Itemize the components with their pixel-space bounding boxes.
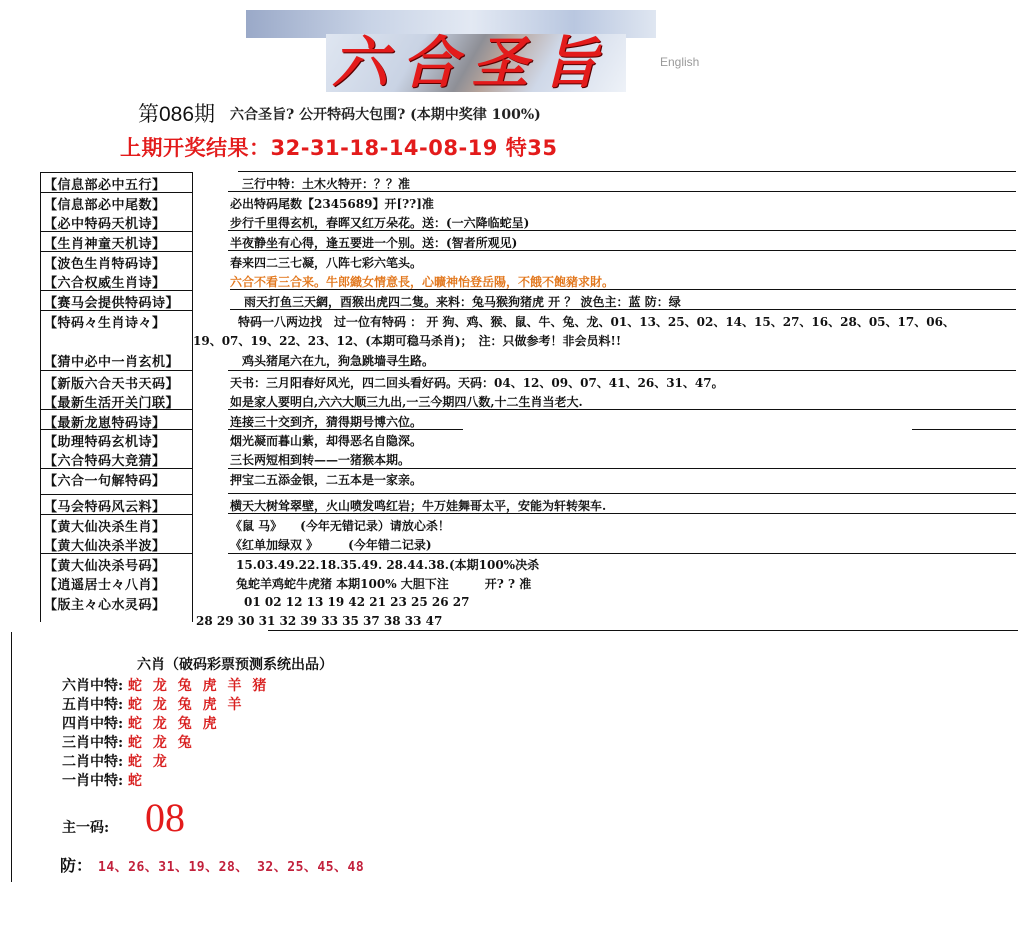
row-value-highlight: 六合不看三合来。牛郎織女情意長，心曠神怡登岳陽，不餓不飽豬求財。 [230, 275, 615, 289]
zodiac-value: 蛇 [128, 773, 146, 789]
zodiac-row [62, 751, 170, 771]
zodiac-key: 六肖中特: [62, 678, 124, 694]
zodiac-value: 蛇 龙 [128, 754, 170, 770]
zodiac-row [62, 713, 220, 733]
divider [40, 370, 192, 371]
divider [40, 494, 192, 495]
row-value: 连接三十交到齐，猜得期号博六位。 [230, 415, 423, 429]
row-label: 【最新龙崽特码诗】 [44, 416, 166, 431]
zodiac-key: 二肖中特: [62, 754, 124, 770]
row-value: 15.03.49.22.18.35.49. 28.44.38.(本期100%决杀 [236, 558, 540, 572]
zodiac-row [62, 770, 145, 790]
row-label: 【黄大仙决杀号码】 [44, 559, 166, 574]
six-zodiac-title: 六肖（破码彩票预测系统出品） [137, 657, 333, 673]
row-label: 【六合特码大竞猜】 [44, 454, 166, 469]
divider [268, 630, 1018, 631]
zodiac-value: 蛇 龙 兔 虎 羊 [128, 697, 245, 713]
zodiac-key: 四肖中特: [62, 716, 124, 732]
row-label: 【特码々生肖诗々】 [44, 316, 166, 331]
banner [246, 10, 656, 92]
divider [238, 171, 1016, 172]
row-value: 特码一八两边找 过一位有特码 ： 开 狗、鸡、猴、鼠、牛、兔、龙、01、13、25、02、14、15、27、16、28、05、17、06、 [238, 315, 955, 329]
issue-number: 第086期 [138, 103, 216, 126]
zodiac-key: 三肖中特: [62, 735, 124, 751]
row-label: 【黄大仙决杀半波】 [44, 539, 166, 554]
row-value: 押宝二五添金银，二五本是一家亲。 [230, 473, 423, 487]
row-label: 【信息部必中五行】 [44, 178, 166, 193]
row-value: 横天大树耸翠壁，火山喷发鸣红岩；牛万娃舞哥太平，安能为轩转架车. [230, 499, 607, 513]
last-result: 上期开奖结果：32-31-18-14-08-19 特35 [120, 136, 558, 160]
row-value: 必出特码尾数【2345689】开[??]准 [230, 197, 434, 211]
row-label: 【生肖神童天机诗】 [44, 237, 166, 252]
zodiac-key: 一肖中特: [62, 773, 124, 789]
row-label: 【版主々心水灵码】 [44, 598, 166, 613]
row-value: 01 02 12 13 19 42 21 23 25 26 27 [244, 595, 470, 609]
english-link[interactable]: English [660, 55, 700, 69]
row-label: 【马会特码风云料】 [44, 500, 166, 515]
banner-title: 六合圣旨 [332, 30, 612, 92]
row-value: 兔蛇羊鸡蛇牛虎猪 本期100% 大胆下注 开? ? 准 [236, 577, 532, 591]
row-label: 【信息部必中尾数】 [44, 198, 166, 213]
row-label: 【新版六合天书天码】 [44, 377, 180, 392]
row-value: 雨天打鱼三天網，酉猴出虎四二隻。来料：兔马猴狗猪虎 开 ？ 波色主：蓝 防：绿 [244, 295, 681, 309]
row-value: 《鼠 马》 (今年无错记录）请放心杀！ [230, 519, 450, 533]
row-label: 【波色生肖特码诗】 [44, 257, 166, 272]
row-label: 【必中特码天机诗】 [44, 217, 166, 232]
row-label: 【最新生活开关门联】 [44, 396, 180, 411]
divider [228, 493, 1016, 494]
divider [228, 553, 1016, 554]
row-label: 【逍遥居士々八肖】 [44, 578, 166, 593]
row-label: 【六合权威生肖诗】 [44, 276, 166, 291]
main-number: 08 [145, 795, 185, 840]
main-number-label: 主一码: [62, 820, 110, 836]
fang-label: 防： [60, 856, 93, 875]
row-value: 如是家人要明白,六六大顺三九出,一三今期四八数,十二生肖当老大. [230, 395, 583, 409]
row-value: 天书：三月阳春好风光，四二回头看好码。天码：04、12、09、07、41、26、31、47。 [230, 376, 724, 390]
row-value: 春来四二三七凝，八阵七彩六笔头。 [230, 256, 423, 270]
row-label: 【六合一句解特码】 [44, 474, 166, 489]
row-value-continued: 28 29 30 31 32 39 33 35 37 38 33 47 [196, 614, 443, 628]
row-value: 步行千里得玄机，春晖又红万朵花。送：(一六降临蛇呈) [230, 216, 530, 230]
row-value: 半夜静坐有心得，逢五要进一个别。送：(智者所观见) [230, 236, 518, 250]
row-label: 【赛马会提供特码诗】 [44, 296, 180, 311]
zodiac-key: 五肖中特: [62, 697, 124, 713]
row-value: 三长两短相到转——一猪猴本期。 [230, 453, 411, 467]
zodiac-value: 蛇 龙 兔 虎 羊 猪 [128, 678, 270, 694]
zodiac-value: 蛇 龙 兔 [128, 735, 195, 751]
fang-numbers: 14、26、31、19、28、 32、25、45、48 [98, 860, 365, 875]
zodiac-row [62, 732, 195, 752]
divider [228, 370, 1016, 371]
divider [40, 172, 192, 173]
zodiac-row [62, 675, 269, 695]
divider [912, 429, 1016, 430]
row-label: 【助理特码玄机诗】 [44, 435, 166, 450]
page-subtitle: 六合圣旨? 公开特码大包围? (本期中奖律 100%) [230, 107, 541, 123]
zodiac-value: 蛇 龙 兔 虎 [128, 716, 220, 732]
row-value: 《红单加绿双 》 (今年错二记录) [230, 538, 432, 552]
row-value: 三行中特：土木火特开：？？准 [242, 177, 411, 191]
row-value-continued: 19、07、19、22、23、12、(本期可稳马杀肖)； 注：只做参考！非会员料!! [193, 334, 622, 348]
row-label: 【猜中必中一肖玄机】 [44, 355, 180, 370]
row-label: 【黄大仙决杀生肖】 [44, 520, 166, 535]
section-border [11, 632, 12, 882]
row-value: 鸡头猪尾六在九，狗急跳墙寻生路。 [242, 354, 435, 368]
divider [228, 468, 1016, 469]
zodiac-row [62, 694, 245, 714]
row-value: 烟光凝而暮山紫，却得恶名自隐深。 [230, 434, 423, 448]
